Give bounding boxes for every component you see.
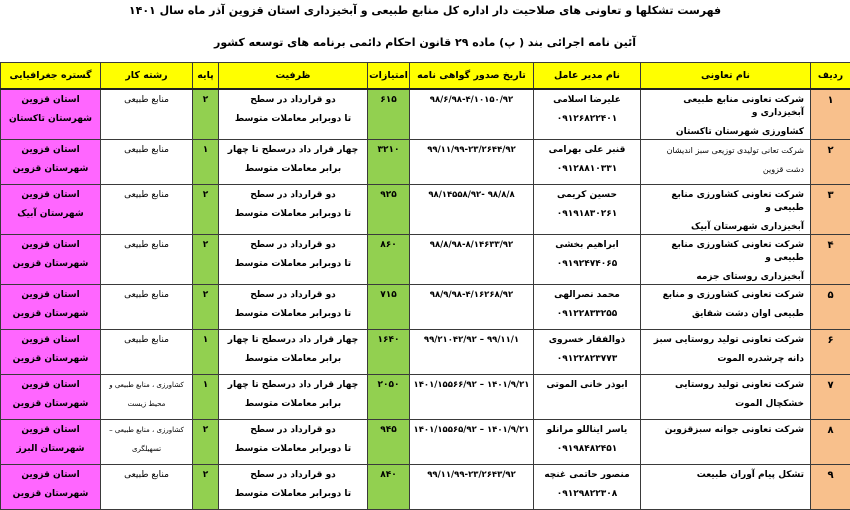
field-line2: محیط زیست: [101, 398, 192, 411]
capacity-line1: چهار قرار داد درسطح تا چهار: [219, 379, 367, 392]
field: منابع طبیعی: [101, 334, 192, 347]
grade-cell: [193, 375, 219, 420]
grade: ۲: [193, 94, 218, 107]
row-number-cell: [811, 89, 850, 140]
row-number-cell: [811, 140, 850, 185]
field-line1: کشاورزی ، منابع طبیعی و: [101, 379, 192, 392]
geo-cell: [1, 235, 101, 285]
capacity-cell: [219, 185, 368, 235]
document-subtitle: آئین نامه اجرائی بند ( پ) ماده ۲۹ قانون احکام دائمی برنامه های توسعه کشور: [0, 36, 850, 49]
points: ۸۴۰: [368, 469, 409, 482]
geo-province: استان قزوین: [1, 144, 100, 157]
coop-name-line1: تشکل پیام آوران طبیعت: [641, 469, 804, 482]
manager-phone: ۰۹۱۹۲۴۷۴۰۶۵: [534, 258, 640, 271]
grade: ۲: [193, 289, 218, 302]
geo-cell: [1, 285, 101, 330]
geo-province: استان قزوین: [1, 289, 100, 302]
row-number-cell: [811, 375, 850, 420]
geo-county: شهرستان قزوین: [1, 258, 100, 271]
row-number: ۱: [811, 94, 850, 107]
coop-name-line1: شرکت تعاونی تولید روستایی: [641, 379, 804, 392]
manager-name: علیرضا اسلامی: [534, 94, 640, 107]
row-number: ۵: [811, 289, 850, 302]
points: ۲۰۵۰: [368, 379, 409, 392]
row-number-cell: [811, 465, 850, 510]
grade: ۲: [193, 424, 218, 437]
cert-date-cell: [410, 185, 534, 235]
capacity-line1: دو قرارداد در سطح: [219, 424, 367, 437]
coop-name-line1: شرکت تعاونی جوانه سبزقزوین: [641, 424, 804, 437]
coop-name-line2: طبیعی اوان دشت شقایق: [641, 308, 804, 321]
geo-province: استان قزوین: [1, 189, 100, 202]
col-header-capacity: ظرفیت: [219, 63, 368, 90]
grade-cell: [193, 185, 219, 235]
coop-name-cell: [641, 89, 811, 140]
coop-name-line1: شرکت تعاونی منابع طبیعی آبخیزداری و: [641, 94, 804, 120]
table-row: [1, 285, 850, 330]
geo-county: شهرستان قزوین: [1, 353, 100, 366]
points: ۱۶۴۰: [368, 334, 409, 347]
grade: ۲: [193, 189, 218, 202]
cert-date-cell: [410, 465, 534, 510]
geo-province: استان قزوین: [1, 334, 100, 347]
geo-province: استان قزوین: [1, 239, 100, 252]
field-line2: تسهیلگری: [101, 443, 192, 456]
cert-date-cell: [410, 89, 534, 140]
coop-name-line2: آبخیزداری روستای جزمه: [641, 271, 804, 284]
grade: ۱: [193, 379, 218, 392]
geo-county: شهرستان آبیک: [1, 208, 100, 221]
field-line1: کشاورزی ، منابع طبیعی –: [101, 424, 192, 437]
coop-name-line1: شرکت تعاونی کشاورزی منابع طبیعی و: [641, 189, 804, 215]
field-cell: [101, 330, 193, 375]
points-cell: [368, 420, 410, 465]
field-cell: [101, 420, 193, 465]
field-cell: [101, 285, 193, 330]
manager-name: ابوذر خانی الموتی: [534, 379, 640, 392]
points: ۳۲۱۰: [368, 144, 409, 157]
geo-province: استان قزوین: [1, 94, 100, 107]
capacity-line2: تا دوبرابر معاملات متوسط: [219, 488, 367, 501]
manager-name: محمد نصرالهی: [534, 289, 640, 302]
grade-cell: [193, 420, 219, 465]
cert-date: ۹۹/۱۱/۱ – ۹۹/۲۱۰۴۲/۹۲: [410, 334, 533, 347]
points-cell: [368, 375, 410, 420]
cert-date: ۹۸/۸/۸ -۹۸/۱۴۵۵۸/۹۲: [410, 189, 533, 202]
table-row: [1, 89, 850, 140]
points: ۸۶۰: [368, 239, 409, 252]
capacity-line2: تا دوبرابر معاملات متوسط: [219, 208, 367, 221]
capacity-cell: [219, 140, 368, 185]
row-number: ۳: [811, 189, 850, 202]
coop-name-line2: آبخیزداری شهرستان آبیک: [641, 221, 804, 234]
coop-name-cell: [641, 375, 811, 420]
row-number-cell: [811, 285, 850, 330]
manager-name: یاسر ایناللو مرانلو: [534, 424, 640, 437]
coop-name-line1: شرکت تعاونی کشاورزی و منابع: [641, 289, 804, 302]
manager-cell: [534, 235, 641, 285]
field: منابع طبیعی: [101, 239, 192, 252]
field-cell: [101, 375, 193, 420]
geo-county: شهرستان قزوین: [1, 488, 100, 501]
cert-date: ۹۹/۱۱/۹۹-۲۳/۲۶۴۴/۹۲: [410, 144, 533, 157]
coop-name-line1: شرکت تعانی تولیدی توزیعی سبز اندیشان: [641, 144, 804, 157]
table-row: [1, 420, 850, 465]
cert-date-cell: [410, 285, 534, 330]
cert-date: ۱۴۰۱/۹/۲۱ – ۱۴۰۱/۱۵۵۶۶/۹۲: [410, 379, 533, 392]
manager-phone: ۰۹۱۲۸۸۱۰۳۳۱: [534, 163, 640, 176]
table-row: [1, 375, 850, 420]
points: ۶۱۵: [368, 94, 409, 107]
geo-county: شهرستان قزوین: [1, 398, 100, 411]
coop-name-line1: شرکت تعاونی تولید روستایی سبز: [641, 334, 804, 347]
coop-name-line2: کشاورزی شهرستان تاکستان: [641, 126, 804, 139]
manager-cell: [534, 185, 641, 235]
manager-phone: ۰۹۱۲۹۸۲۲۳۰۸: [534, 488, 640, 501]
row-number: ۸: [811, 424, 850, 437]
table-row: [1, 140, 850, 185]
points-cell: [368, 89, 410, 140]
geo-cell: [1, 140, 101, 185]
grade: ۲: [193, 239, 218, 252]
capacity-line2: برابر معاملات متوسط: [219, 353, 367, 366]
coop-name-cell: [641, 330, 811, 375]
table-header-row: [1, 63, 850, 90]
grade-cell: [193, 235, 219, 285]
document-title: فهرست تشکلها و تعاونی های صلاحیت دار اداره کل منابع طبیعی و آبخیزداری استان قزوین آذر ماه سال ۱۴۰۱: [0, 4, 850, 17]
grade-cell: [193, 285, 219, 330]
capacity-line2: تا دوبرابر معاملات متوسط: [219, 258, 367, 271]
row-number: ۶: [811, 334, 850, 347]
field: منابع طبیعی: [101, 189, 192, 202]
manager-cell: [534, 465, 641, 510]
manager-phone: ۰۹۱۹۱۸۳۰۲۶۱: [534, 208, 640, 221]
capacity-line1: دو قرارداد در سطح: [219, 189, 367, 202]
capacity-line2: تا دوبرابر معاملات متوسط: [219, 308, 367, 321]
capacity-line1: چهار قرار داد درسطح تا چهار: [219, 144, 367, 157]
capacity-cell: [219, 89, 368, 140]
grade-cell: [193, 89, 219, 140]
row-number: ۴: [811, 239, 850, 252]
cooperatives-table: [0, 62, 850, 510]
points-cell: [368, 285, 410, 330]
field-cell: [101, 465, 193, 510]
capacity-line2: برابر معاملات متوسط: [219, 398, 367, 411]
col-header-row-number: ردیف: [811, 63, 850, 90]
points: ۹۴۵: [368, 424, 409, 437]
points-cell: [368, 185, 410, 235]
manager-cell: [534, 330, 641, 375]
field: منابع طبیعی: [101, 94, 192, 107]
coop-name-line2: دانه چرشدره الموت: [641, 353, 804, 366]
capacity-cell: [219, 375, 368, 420]
cert-date: ۱۴۰۱/۹/۲۱ – ۱۴۰۱/۱۵۵۶۵/۹۲: [410, 424, 533, 437]
geo-province: استان قزوین: [1, 469, 100, 482]
geo-county: شهرستان تاکستان: [1, 113, 100, 126]
col-header-geo: گستره جغرافیایی: [1, 63, 101, 90]
table-row: [1, 330, 850, 375]
coop-name-line1: شرکت تعاونی کشاورزی منابع طبیعی و: [641, 239, 804, 265]
geo-cell: [1, 330, 101, 375]
cert-date-cell: [410, 420, 534, 465]
geo-cell: [1, 375, 101, 420]
field: منابع طبیعی: [101, 469, 192, 482]
manager-cell: [534, 140, 641, 185]
cert-date-cell: [410, 375, 534, 420]
points: ۷۱۵: [368, 289, 409, 302]
coop-name-cell: [641, 285, 811, 330]
row-number-cell: [811, 235, 850, 285]
row-number-cell: [811, 330, 850, 375]
capacity-cell: [219, 330, 368, 375]
cert-date-cell: [410, 235, 534, 285]
coop-name-cell: [641, 235, 811, 285]
manager-cell: [534, 375, 641, 420]
field-cell: [101, 140, 193, 185]
capacity-cell: [219, 465, 368, 510]
row-number-cell: [811, 420, 850, 465]
cert-date-cell: [410, 140, 534, 185]
col-header-coop-name: نام تعاونی: [641, 63, 811, 90]
capacity-line1: دو قرارداد در سطح: [219, 94, 367, 107]
manager-name: ابراهیم بخشی: [534, 239, 640, 252]
geo-cell: [1, 420, 101, 465]
row-number: ۲: [811, 144, 850, 157]
cert-date: ۹۹/۱۱/۹۹-۲۳/۲۶۴۳/۹۲: [410, 469, 533, 482]
row-number: ۹: [811, 469, 850, 482]
capacity-line1: دو قرارداد در سطح: [219, 469, 367, 482]
grade-cell: [193, 330, 219, 375]
capacity-cell: [219, 235, 368, 285]
field: منابع طبیعی: [101, 144, 192, 157]
field-cell: [101, 235, 193, 285]
capacity-line1: دو قرارداد در سطح: [219, 289, 367, 302]
manager-cell: [534, 420, 641, 465]
points-cell: [368, 330, 410, 375]
capacity-line2: تا دوبرابر معاملات متوسط: [219, 113, 367, 126]
geo-cell: [1, 465, 101, 510]
points-cell: [368, 140, 410, 185]
grade: ۲: [193, 469, 218, 482]
manager-phone: ۰۹۱۲۶۸۲۲۴۰۱: [534, 113, 640, 126]
points-cell: [368, 465, 410, 510]
table-row: [1, 185, 850, 235]
row-number: ۷: [811, 379, 850, 392]
coop-name-line2: خشکچال الموت: [641, 398, 804, 411]
grade: ۱: [193, 334, 218, 347]
cert-date: ۹۸/۹/۹۸-۴/۱۶۲۶۸/۹۲: [410, 289, 533, 302]
coop-name-line2: دشت قزوین: [641, 163, 804, 176]
capacity-line1: دو قرارداد در سطح: [219, 239, 367, 252]
cert-date: ۹۸/۸/۹۸-۸/۱۴۶۳۳/۹۲: [410, 239, 533, 252]
manager-cell: [534, 285, 641, 330]
capacity-line2: تا دوبرابر معاملات متوسط: [219, 443, 367, 456]
coop-name-cell: [641, 420, 811, 465]
geo-county: شهرستان البرز: [1, 443, 100, 456]
field-cell: [101, 185, 193, 235]
geo-cell: [1, 89, 101, 140]
col-header-grade: پایه: [193, 63, 219, 90]
field: منابع طبیعی: [101, 289, 192, 302]
manager-phone: ۰۹۱۹۸۴۸۲۴۵۱: [534, 443, 640, 456]
col-header-points: امتیازات: [368, 63, 410, 90]
field-cell: [101, 89, 193, 140]
manager-name: منصور حاتمی غنچه: [534, 469, 640, 482]
grade-cell: [193, 465, 219, 510]
table-row: [1, 465, 850, 510]
coop-name-cell: [641, 465, 811, 510]
col-header-cert-date: تاریخ صدور گواهی نامه: [410, 63, 534, 90]
geo-province: استان قزوین: [1, 379, 100, 392]
capacity-line1: چهار قرار داد درسطح تا چهار: [219, 334, 367, 347]
geo-county: شهرستان قزوین: [1, 163, 100, 176]
points: ۹۲۵: [368, 189, 409, 202]
manager-phone: ۰۹۱۲۲۸۳۳۲۵۵: [534, 308, 640, 321]
manager-cell: [534, 89, 641, 140]
grade: ۱: [193, 144, 218, 157]
coop-name-cell: [641, 140, 811, 185]
capacity-line2: برابر معاملات متوسط: [219, 163, 367, 176]
col-header-manager: نام مدیر عامل: [534, 63, 641, 90]
grade-cell: [193, 140, 219, 185]
manager-name: ذوالفقار خسروی: [534, 334, 640, 347]
row-number-cell: [811, 185, 850, 235]
capacity-cell: [219, 420, 368, 465]
geo-province: استان قزوین: [1, 424, 100, 437]
geo-cell: [1, 185, 101, 235]
geo-county: شهرستان قزوین: [1, 308, 100, 321]
points-cell: [368, 235, 410, 285]
manager-phone: ۰۹۱۲۲۸۲۳۷۷۳: [534, 353, 640, 366]
cert-date-cell: [410, 330, 534, 375]
table-row: [1, 235, 850, 285]
manager-name: حسین کریمی: [534, 189, 640, 202]
manager-name: قنبر علی بهرامی: [534, 144, 640, 157]
capacity-cell: [219, 285, 368, 330]
col-header-field: رشته کار: [101, 63, 193, 90]
coop-name-cell: [641, 185, 811, 235]
cert-date: ۹۸/۶/۹۸-۴/۱۰۱۵۰/۹۲: [410, 94, 533, 107]
